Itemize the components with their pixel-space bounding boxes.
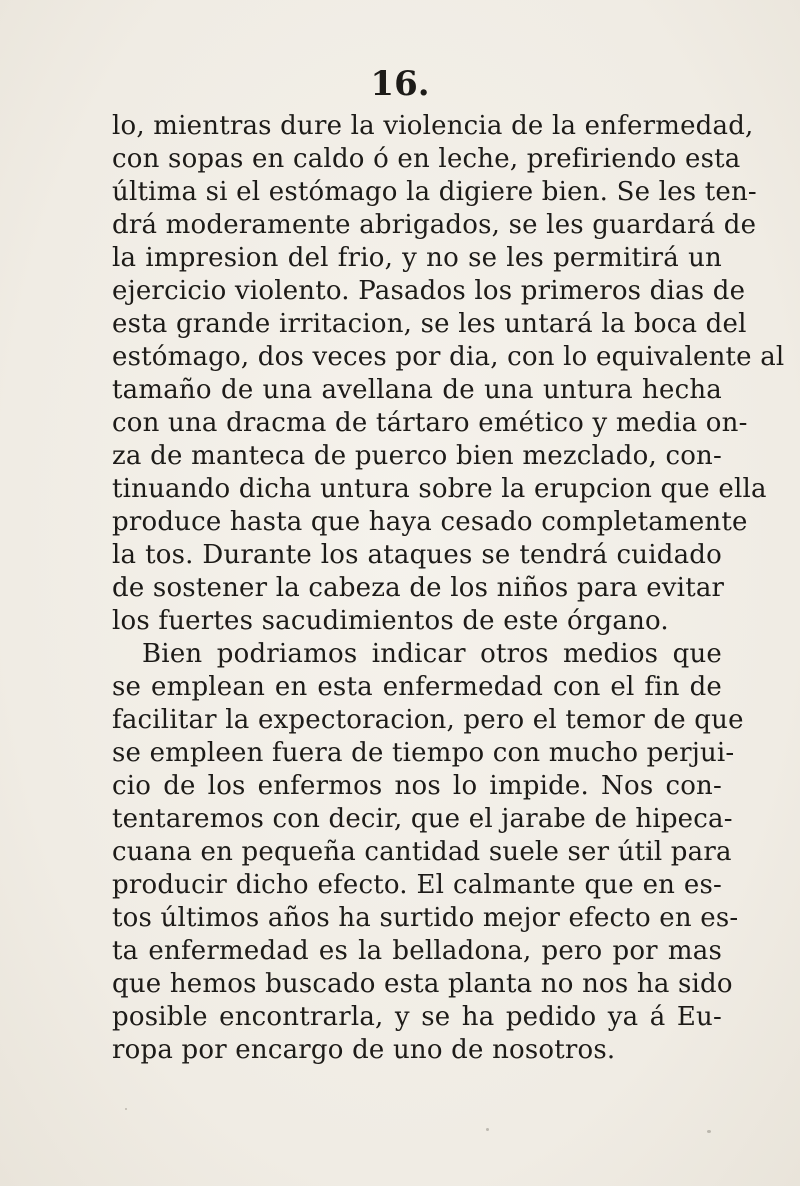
text-line: ejercicio violento. Pasados los primeros dias de <box>112 276 746 306</box>
paper-speck <box>125 1108 127 1110</box>
text-line: cio de los enfermos nos lo impide. Nos con- <box>112 771 722 801</box>
text-line: lo, mientras dure la violencia de la enfermedad, <box>112 111 754 141</box>
page-number: 16. <box>370 64 430 104</box>
paper-speck <box>707 1130 711 1133</box>
text-line: se empleen fuera de tiempo con mucho perjui- <box>112 738 735 768</box>
text-line: drá moderamente abrigados, se les guardará de <box>112 210 757 240</box>
text-line: tamaño de una avellana de una untura hecha <box>112 375 722 405</box>
body-text <box>112 110 785 1067</box>
text-line: facilitar la expectoracion, pero el temor de que <box>112 705 744 735</box>
paper-speck <box>486 1128 489 1131</box>
text-line: la tos. Durante los ataques se tendrá cuidado <box>112 540 722 570</box>
text-line: se emplean en esta enfermedad con el fin de <box>112 672 722 702</box>
text-line: de sostener la cabeza de los niños para evitar <box>112 573 725 603</box>
text-line: producir dicho efecto. El calmante que en es- <box>112 870 722 900</box>
text-line: tos últimos años ha surtido mejor efecto en es- <box>112 903 739 933</box>
text-line: con sopas en caldo ó en leche, prefiriendo esta <box>112 144 741 174</box>
text-line: esta grande irritacion, se les untará la boca del <box>112 309 747 339</box>
text-line: la impresion del frio, y no se les permitirá un <box>112 243 722 273</box>
text-line: con una dracma de tártaro emético y media on- <box>112 408 748 438</box>
text-line: estómago, dos veces por dia, con lo equivalente al <box>112 342 785 372</box>
text-line: za de manteca de puerco bien mezclado, con- <box>112 441 722 471</box>
text-line: posible encontrarla, y se ha pedido ya á Eu- <box>112 1002 722 1032</box>
text-line: ropa por encargo de uno de nosotros. <box>112 1035 616 1065</box>
text-line: tinuando dicha untura sobre la erupcion que ella <box>112 474 767 504</box>
text-line: ta enfermedad es la belladona, pero por mas <box>112 936 722 966</box>
text-line: cuana en pequeña cantidad suele ser útil para <box>112 837 732 867</box>
text-line: que hemos buscado esta planta no nos ha sido <box>112 969 733 999</box>
text-line: los fuertes sacudimientos de este órgano. <box>112 606 669 636</box>
text-line: última si el estómago la digiere bien. Se les ten- <box>112 177 757 207</box>
text-line: produce hasta que haya cesado completamente <box>112 507 748 537</box>
text-line: Bien podriamos indicar otros medios que <box>142 639 722 669</box>
text-line: tentaremos con decir, que el jarabe de hipeca- <box>112 804 733 834</box>
